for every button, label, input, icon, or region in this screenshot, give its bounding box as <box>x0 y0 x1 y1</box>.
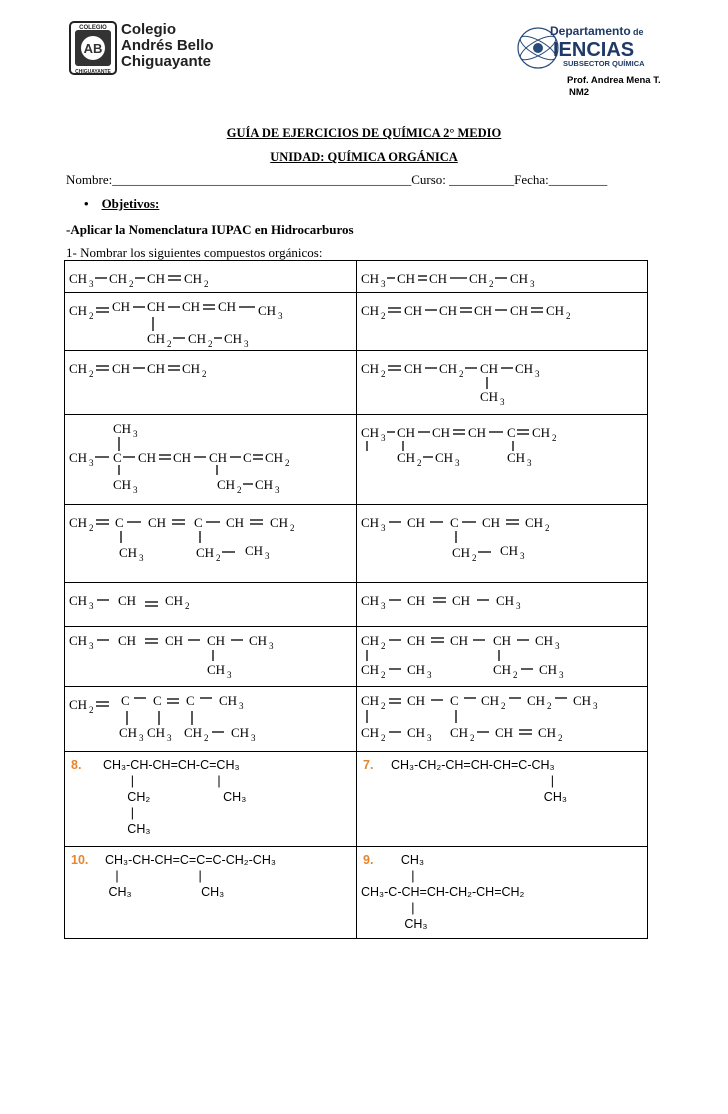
svg-text:CH: CH <box>245 543 264 558</box>
svg-text:CH: CH <box>510 271 529 286</box>
svg-text:CH: CH <box>147 331 166 346</box>
svg-text:C: C <box>186 693 195 708</box>
svg-text:CH: CH <box>397 425 416 440</box>
svg-text:2: 2 <box>202 369 207 379</box>
svg-text:CH: CH <box>255 477 274 492</box>
structural-formula <box>357 293 648 351</box>
svg-text:CH: CH <box>407 725 426 740</box>
svg-text:CH: CH <box>500 543 519 558</box>
svg-text:3: 3 <box>239 701 244 711</box>
svg-text:CH: CH <box>219 693 238 708</box>
level-label: NM2 <box>569 87 590 98</box>
svg-text:CH: CH <box>404 361 423 376</box>
formula-line: CH₃-C-CH=CH-CH₂-CH=CH₂ <box>361 885 525 899</box>
svg-text:CH: CH <box>407 633 426 648</box>
structural-formula <box>65 351 356 415</box>
svg-text:CH: CH <box>361 425 380 440</box>
instruction-text: 1- Nombrar los siguientes compuestos orgánicos: <box>66 245 323 260</box>
formula-line: CH₂ CH₃ <box>103 790 247 804</box>
structural-formula <box>65 627 356 687</box>
svg-text:CH: CH <box>258 303 277 318</box>
svg-text:CH: CH <box>184 271 203 286</box>
svg-text:CH: CH <box>118 593 137 608</box>
structural-formula <box>65 293 356 351</box>
compound-7 <box>363 757 373 773</box>
svg-text:CH: CH <box>119 725 138 740</box>
svg-text:CH: CH <box>249 633 268 648</box>
compound-cell <box>65 351 357 415</box>
svg-text:CH: CH <box>432 425 451 440</box>
svg-text:CH: CH <box>361 662 380 677</box>
svg-text:3: 3 <box>455 458 460 468</box>
svg-text:3: 3 <box>427 670 432 680</box>
compound-cell <box>357 293 648 351</box>
svg-text:CH: CH <box>112 361 131 376</box>
svg-text:CH: CH <box>468 425 487 440</box>
svg-text:2: 2 <box>237 485 242 495</box>
student-form-line: Nombre:______________________________________________Curso: __________Fecha:_________ <box>66 172 608 187</box>
svg-text:2: 2 <box>167 339 172 349</box>
compound-cell <box>357 847 648 939</box>
svg-text:CH: CH <box>493 633 512 648</box>
svg-text:CH: CH <box>439 361 458 376</box>
compound-cell <box>65 583 357 627</box>
svg-text:2: 2 <box>558 733 563 743</box>
svg-text:CH: CH <box>469 271 488 286</box>
svg-text:2: 2 <box>89 705 94 715</box>
compound-number: 10. <box>71 853 89 867</box>
svg-text:CH: CH <box>496 593 515 608</box>
svg-text:2: 2 <box>459 369 464 379</box>
compound-cell <box>65 415 357 505</box>
svg-text:3: 3 <box>89 641 94 651</box>
svg-text:CH: CH <box>265 450 284 465</box>
svg-text:CH: CH <box>147 271 166 286</box>
svg-text:CH: CH <box>361 361 380 376</box>
compound-number: 7. <box>363 758 374 772</box>
department-logo <box>513 18 663 78</box>
svg-text:CH: CH <box>209 450 228 465</box>
svg-text:2: 2 <box>566 311 571 321</box>
svg-text:2: 2 <box>417 458 422 468</box>
svg-text:CH: CH <box>507 450 526 465</box>
svg-text:CH: CH <box>182 361 201 376</box>
svg-text:CH: CH <box>147 725 166 740</box>
svg-text:3: 3 <box>265 551 270 561</box>
svg-text:CH: CH <box>407 693 426 708</box>
compounds-table <box>64 260 648 939</box>
svg-text:CH: CH <box>397 271 416 286</box>
svg-text:2: 2 <box>381 670 386 680</box>
svg-text:C: C <box>450 693 459 708</box>
svg-text:CH: CH <box>481 693 500 708</box>
svg-text:2: 2 <box>381 311 386 321</box>
svg-text:CH: CH <box>452 593 471 608</box>
svg-text:3: 3 <box>278 311 283 321</box>
svg-text:CH: CH <box>188 331 207 346</box>
svg-text:CH: CH <box>226 515 245 530</box>
svg-text:CH: CH <box>184 725 203 740</box>
structural-formula <box>65 261 356 293</box>
svg-text:CH: CH <box>113 421 132 436</box>
compound-9-formula <box>361 852 524 932</box>
compound-cell <box>65 752 357 847</box>
svg-text:CH: CH <box>109 271 128 286</box>
svg-text:C: C <box>113 450 122 465</box>
svg-text:C: C <box>121 693 130 708</box>
svg-text:CH: CH <box>165 593 184 608</box>
svg-text:3: 3 <box>227 670 232 680</box>
compound-cell <box>65 627 357 687</box>
svg-text:2: 2 <box>381 641 386 651</box>
svg-text:3: 3 <box>500 397 505 407</box>
formula-line: CH₃ CH₃ <box>105 885 225 899</box>
svg-text:3: 3 <box>555 641 560 651</box>
structural-formula <box>357 627 648 687</box>
svg-text:CH: CH <box>493 662 512 677</box>
compound-cell <box>357 351 648 415</box>
svg-text:CH: CH <box>69 271 88 286</box>
svg-text:CH: CH <box>482 515 501 530</box>
svg-text:CH: CH <box>361 515 380 530</box>
svg-text:C: C <box>194 515 203 530</box>
svg-text:CH: CH <box>69 697 88 712</box>
svg-text:2: 2 <box>204 733 209 743</box>
svg-text:C: C <box>507 425 516 440</box>
svg-text:CH: CH <box>196 545 215 560</box>
svg-text:C: C <box>153 693 162 708</box>
svg-text:3: 3 <box>559 670 564 680</box>
svg-text:CH: CH <box>118 633 137 648</box>
formula-line: CH₃ <box>387 917 428 931</box>
svg-text:2: 2 <box>381 701 386 711</box>
svg-text:AB: AB <box>83 41 103 56</box>
compound-cell <box>357 687 648 752</box>
svg-text:C: C <box>450 515 459 530</box>
svg-text:C: C <box>243 450 252 465</box>
svg-text:CH: CH <box>429 271 448 286</box>
svg-text:3: 3 <box>381 523 386 533</box>
svg-text:CH: CH <box>207 662 226 677</box>
svg-text:2: 2 <box>129 279 134 289</box>
svg-text:CH: CH <box>495 725 514 740</box>
objectives-label: Objetivos: <box>101 196 160 211</box>
svg-text:CH: CH <box>573 693 592 708</box>
formula-line: CH₃ <box>103 822 151 836</box>
svg-text:2: 2 <box>381 733 386 743</box>
svg-text:3: 3 <box>530 279 535 289</box>
formula-line: CH₃-CH-CH=CH-C=CH₃ <box>103 758 240 772</box>
svg-text:2: 2 <box>547 701 552 711</box>
school-line-2: Andrés Bello <box>121 37 214 54</box>
svg-text:3: 3 <box>139 733 144 743</box>
svg-text:3: 3 <box>535 369 540 379</box>
structural-formula <box>357 261 648 293</box>
svg-text:CH: CH <box>532 425 551 440</box>
formula-line: | <box>391 774 555 788</box>
formula-line: | | <box>103 774 221 788</box>
svg-text:3: 3 <box>89 601 94 611</box>
compound-cell <box>65 687 357 752</box>
svg-text:3: 3 <box>89 279 94 289</box>
svg-text:CH: CH <box>138 450 157 465</box>
svg-text:CH: CH <box>404 303 423 318</box>
svg-text:CH: CH <box>147 299 166 314</box>
svg-text:CH: CH <box>452 545 471 560</box>
svg-text:CH: CH <box>270 515 289 530</box>
svg-text:CH: CH <box>182 299 201 314</box>
svg-text:2: 2 <box>216 553 221 563</box>
structural-formula <box>357 583 648 627</box>
structural-formula <box>65 505 356 583</box>
compound-cell <box>357 627 648 687</box>
svg-text:CH: CH <box>407 515 426 530</box>
svg-text:CH: CH <box>439 303 458 318</box>
svg-text:CH: CH <box>407 593 426 608</box>
svg-text:3: 3 <box>381 279 386 289</box>
svg-text:CH: CH <box>435 450 454 465</box>
compound-cell <box>65 505 357 583</box>
svg-text:CH: CH <box>527 693 546 708</box>
svg-text:CH: CH <box>525 515 544 530</box>
svg-text:2: 2 <box>185 601 190 611</box>
svg-text:CH: CH <box>69 593 88 608</box>
svg-text:3: 3 <box>269 641 274 651</box>
svg-text:3: 3 <box>251 733 256 743</box>
svg-text:CH: CH <box>173 450 192 465</box>
seal-bottom-text: CHIGUAYANTE <box>75 69 111 75</box>
structural-formula <box>357 505 648 583</box>
svg-text:2: 2 <box>208 339 213 349</box>
svg-text:CH: CH <box>539 662 558 677</box>
formula-line: | <box>387 869 415 883</box>
svg-text:CH: CH <box>224 331 243 346</box>
svg-text:3: 3 <box>381 601 386 611</box>
compound-cell <box>357 261 648 293</box>
svg-text:2: 2 <box>290 523 295 533</box>
svg-text:CH: CH <box>69 303 88 318</box>
compound-8-formula <box>103 757 246 837</box>
svg-text:CH: CH <box>535 633 554 648</box>
formula-line: | | <box>105 869 202 883</box>
school-name <box>121 22 214 70</box>
compound-cell <box>65 261 357 293</box>
svg-text:3: 3 <box>89 458 94 468</box>
compound-10 <box>71 852 88 868</box>
compound-cell <box>357 583 648 627</box>
svg-text:CH: CH <box>510 303 529 318</box>
page-subtitle: UNIDAD: QUÍMICA ORGÁNICA <box>270 150 458 164</box>
svg-text:CH: CH <box>361 271 380 286</box>
svg-text:2: 2 <box>472 553 477 563</box>
compound-7-formula <box>391 757 567 805</box>
svg-text:CH: CH <box>538 725 557 740</box>
svg-text:CH: CH <box>112 299 131 314</box>
svg-text:3: 3 <box>275 485 280 495</box>
svg-text:2: 2 <box>501 701 506 711</box>
svg-text:3: 3 <box>167 733 172 743</box>
svg-text:2: 2 <box>285 458 290 468</box>
svg-text:CH: CH <box>69 361 88 376</box>
objective-text: -Aplicar la Nomenclatura IUPAC en Hidrocarburos <box>66 222 354 237</box>
svg-text:CH: CH <box>147 361 166 376</box>
svg-text:CH: CH <box>165 633 184 648</box>
svg-text:CH: CH <box>148 515 167 530</box>
seal-top-text: COLEGIO <box>79 25 107 31</box>
svg-text:2: 2 <box>89 311 94 321</box>
svg-text:2: 2 <box>204 279 209 289</box>
svg-text:2: 2 <box>89 369 94 379</box>
page-title: GUÍA DE EJERCICIOS DE QUÍMICA 2° MEDIO <box>226 126 502 140</box>
svg-text:3: 3 <box>516 601 521 611</box>
compound-number: 9. <box>363 853 374 867</box>
svg-text:2: 2 <box>470 733 475 743</box>
objectives-heading: • Objetivos: <box>84 196 160 211</box>
compound-cell <box>357 505 648 583</box>
compound-cell <box>357 415 648 505</box>
teacher-name: Prof. Andrea Mena T. <box>567 75 661 86</box>
svg-text:CH: CH <box>69 633 88 648</box>
svg-text:CH: CH <box>480 389 499 404</box>
svg-text:3: 3 <box>381 433 386 443</box>
formula-line: CH₃ <box>387 853 425 867</box>
svg-text:CH: CH <box>113 477 132 492</box>
svg-text:3: 3 <box>133 485 138 495</box>
svg-text:CH: CH <box>218 299 237 314</box>
svg-text:CH: CH <box>217 477 236 492</box>
dept-name: IENCIAS <box>553 39 635 61</box>
svg-text:CH: CH <box>546 303 565 318</box>
svg-text:2: 2 <box>513 670 518 680</box>
compound-10-formula <box>105 852 276 900</box>
svg-text:CH: CH <box>361 303 380 318</box>
svg-text:CH: CH <box>397 450 416 465</box>
structural-formula <box>357 415 648 505</box>
svg-text:2: 2 <box>552 433 557 443</box>
structural-formula <box>357 687 648 752</box>
svg-text:CH: CH <box>361 633 380 648</box>
svg-text:CH: CH <box>515 361 534 376</box>
compound-8 <box>71 757 81 773</box>
dept-sub: SUBSECTOR QUÍMICA <box>563 59 645 68</box>
compound-number: 8. <box>71 758 82 772</box>
svg-text:CH: CH <box>119 545 138 560</box>
svg-text:C: C <box>115 515 124 530</box>
svg-text:CH: CH <box>407 662 426 677</box>
svg-text:2: 2 <box>381 369 386 379</box>
structural-formula <box>65 415 356 505</box>
svg-text:CH: CH <box>69 515 88 530</box>
compound-cell <box>357 752 648 847</box>
svg-text:CH: CH <box>361 593 380 608</box>
formula-line: CH₃-CH-CH=C=C=C-CH₂-CH₃ <box>105 853 276 867</box>
svg-text:CH: CH <box>480 361 499 376</box>
compound-cell <box>65 847 357 939</box>
structural-formula <box>357 351 648 415</box>
svg-text:CH: CH <box>361 693 380 708</box>
dept-title: Departamento <box>550 24 631 38</box>
svg-text:3: 3 <box>139 553 144 563</box>
svg-text:2: 2 <box>89 523 94 533</box>
formula-line: CH₃-CH₂-CH=CH-CH=C-CH₃ <box>391 758 555 772</box>
svg-text:3: 3 <box>527 458 532 468</box>
svg-text:3: 3 <box>244 339 249 349</box>
svg-text:3: 3 <box>520 551 525 561</box>
formula-line: | <box>387 901 415 915</box>
svg-text:3: 3 <box>133 429 138 439</box>
teacher-info <box>567 75 661 99</box>
formula-line: | <box>103 806 135 820</box>
svg-text:CH: CH <box>450 633 469 648</box>
svg-text:3: 3 <box>593 701 598 711</box>
structural-formula <box>65 583 356 627</box>
svg-text:CH: CH <box>69 450 88 465</box>
formula-line: CH₃ <box>391 790 567 804</box>
svg-text:CH: CH <box>361 725 380 740</box>
compound-cell <box>65 293 357 351</box>
structural-formula <box>65 687 356 752</box>
dept-de: de <box>633 27 644 37</box>
svg-text:CH: CH <box>474 303 493 318</box>
svg-text:2: 2 <box>489 279 494 289</box>
svg-text:CH: CH <box>231 725 250 740</box>
school-line-3: Chiguayante <box>121 53 212 70</box>
svg-text:CH: CH <box>207 633 226 648</box>
svg-text:CH: CH <box>450 725 469 740</box>
svg-text:2: 2 <box>545 523 550 533</box>
school-line-1: Colegio <box>121 21 176 38</box>
svg-text:3: 3 <box>427 733 432 743</box>
